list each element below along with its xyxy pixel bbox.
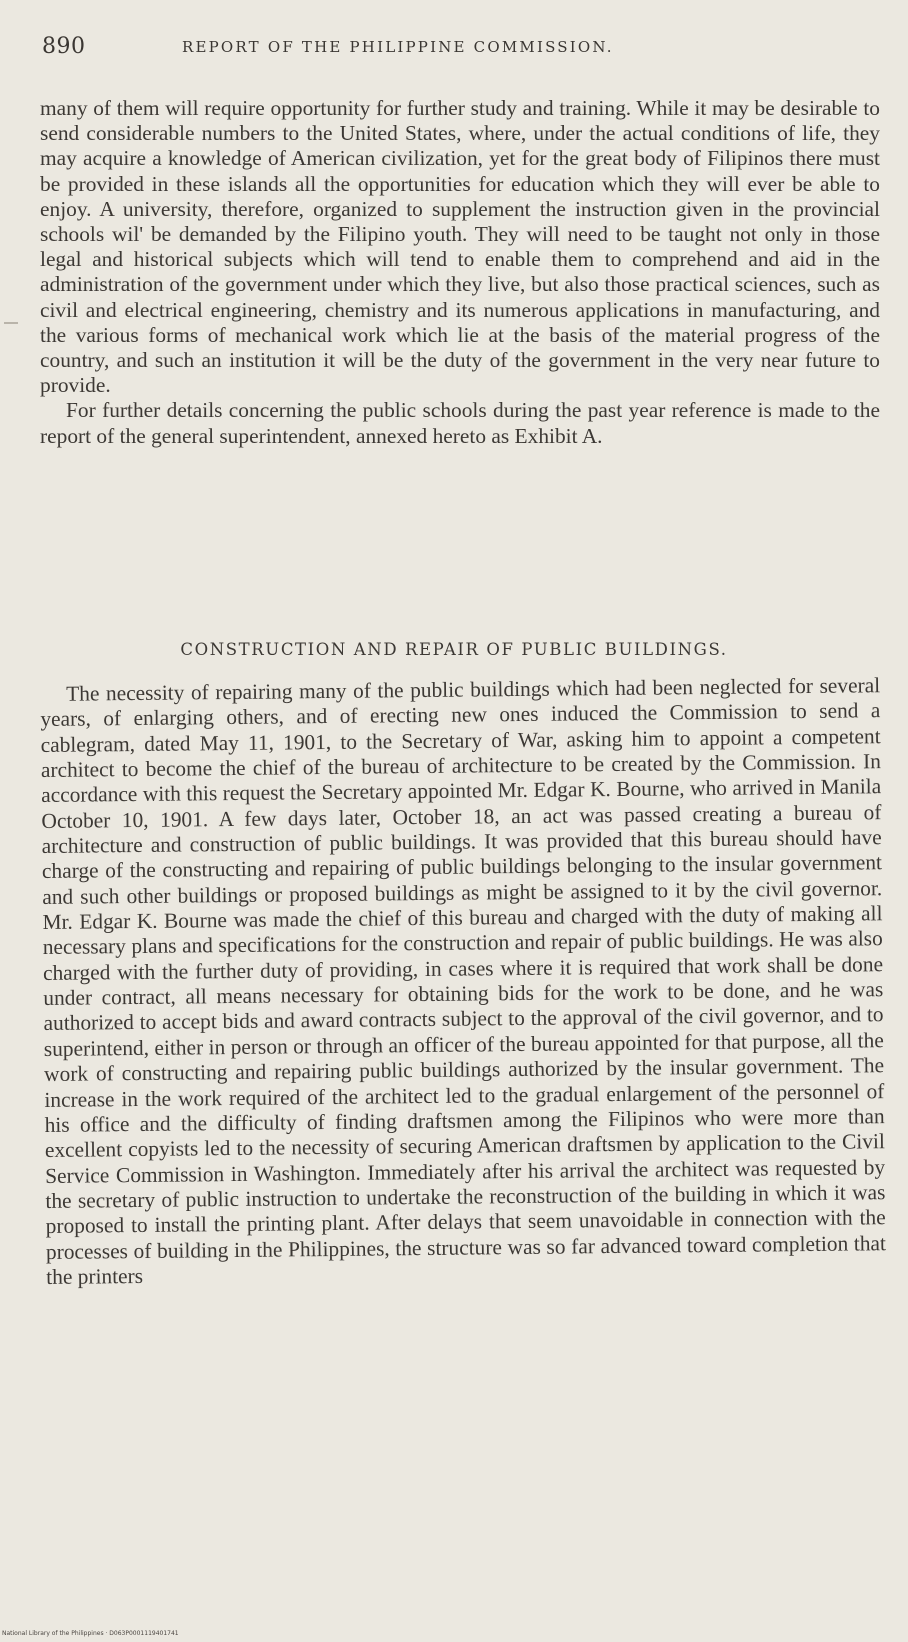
page-number: 890: [42, 34, 86, 59]
page-header: [42, 34, 882, 64]
paragraph-construction: The necessity of repairing many of the public buildings which had been neglected for several years, of enlarging others, and of erecting new ones induced the Commission to send a cablegram, dated May 11, 1901, to the Secretary of War, asking him to appoint a competent architect to become the chief of the bureau of architecture to be created by the Commission. In accordance with this request the Secretary appointed Mr. Edgar K. Bourne, who arrived in Manila October 10, 1901. A few days later, October 18, an act was passed creating a bureau of architecture and construction of public buildings. It was provided that this bureau should have charge of the constructing and repairing of public buildings belonging to the insular government and such other buildings or proposed buildings as might be assigned to it by the civil governor. Mr. Edgar K. Bourne was made the chief of this bureau and charged with the duty of making all necessary plans and specifications for the construction and repair of public buildings. He was also charged with the further duty of providing, in cases where it is required that work shall be done under contract, all means necessary for obtaining bids for the work to be done, and he was authorized to accept bids and award contracts subject to the approval of the civil governor, and to superintend, either in person or through an officer of the bureau appointed for that purpose, all the work of constructing and repairing public buildings authorized by the insular government. The increase in the work required of the architect led to the gradual enlargement of the personnel of his office and the difficulty of finding draftsmen among the Filipinos who were more than excellent copyists led to the necessity of securing American draftsmen by application to the Civil Service Commission in Washington. Immediately after his arrival the architect was requested by the secretary of public instruction to undertake the reconstruction of the building in which it was proposed to install the printing plant. After delays that seem unavoidable in connection with the processes of building in the Philippines, the structure was so far advanced toward completion that the printers: [40, 673, 887, 1289]
section-heading: CONSTRUCTION AND REPAIR OF PUBLIC BUILDINGS.: [180, 640, 728, 659]
body-text-section: [40, 673, 886, 1290]
running-head: REPORT OF THE PHILIPPINE COMMISSION.: [182, 38, 614, 56]
library-stamp: National Library of the Philippines · D063P0001119401741: [2, 1630, 179, 1637]
paragraph-education: many of them will require opportunity for further study and training. While it may be desirable to send considerable numbers to the United States, where, under the actual conditions of life, they may acquire a knowledge of American civilization, yet for the great body of Filipinos there must be provided in these islands all the opportunities for education which they will ever be able to enjoy. A university, therefore, organized to supplement the instruction given in the provincial schools wil' be demanded by the Filipino youth. They will need to be taught not only in those legal and historical subjects which will tend to enable them to comprehend and aid in the administration of the government under which they live, but also those practical sciences, such as civil and electrical engineering, chemistry and its numerous applications in manufacturing, and the various forms of mechanical work which lie at the basis of the material progress of the country, and such an institution it will be the duty of the government in the very near future to provide.: [40, 96, 880, 398]
paragraph-further-details: For further details concerning the public schools during the past year reference is made to the report of the general superintendent, annexed hereto as Exhibit A.: [40, 398, 880, 448]
margin-mark: [4, 322, 18, 324]
body-text-top: [40, 96, 880, 449]
